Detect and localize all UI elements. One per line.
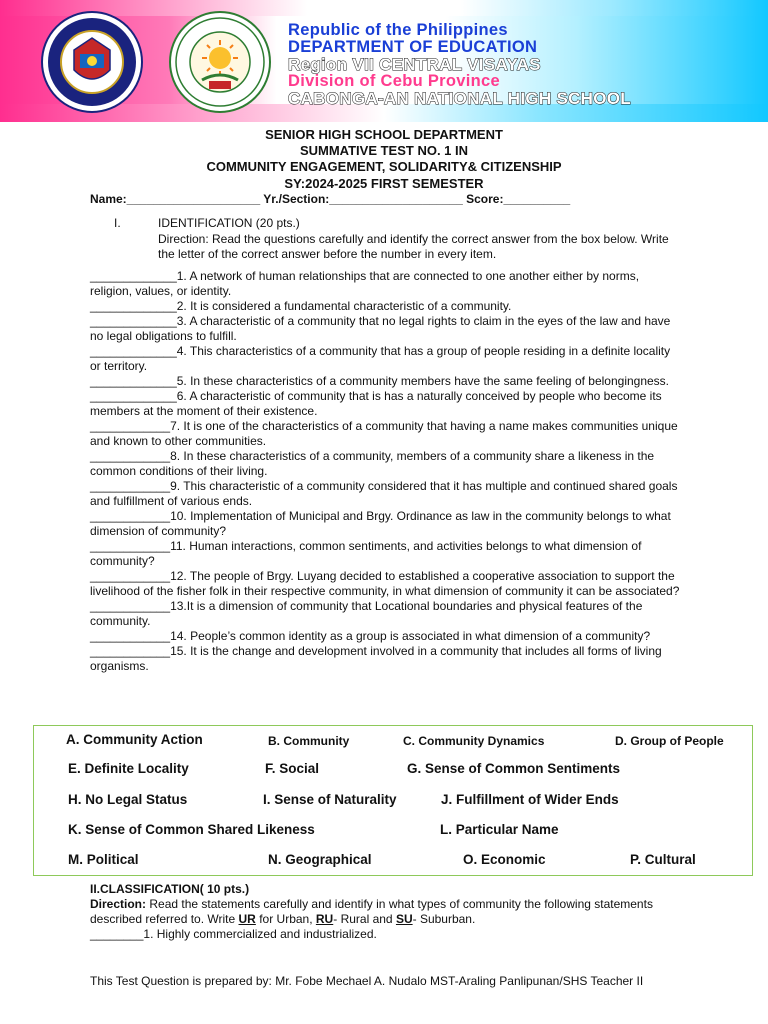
banner-school-name: CABONGA-AN NATIONAL HIGH SCHOOL	[288, 89, 631, 108]
direction-text-2: for Urban,	[255, 912, 316, 926]
choice-d: D. Group of People	[615, 734, 724, 748]
prepared-by-footer: This Test Question is prepared by: Mr. Fobe Mechael A. Nudalo MST-Araling Panlipunan/SHS Teacher II	[90, 974, 644, 988]
direction-text-3: - Rural and	[333, 912, 396, 926]
choice-h: H. No Legal Status	[68, 792, 188, 807]
question-item: _____________1. A network of human relationships that are connected to one another either by norms, religion, values, or identity.	[90, 269, 640, 298]
banner-text-block	[288, 22, 631, 107]
title-test: SUMMATIVE TEST NO. 1 IN	[299, 143, 469, 159]
school-seal-logo	[158, 10, 282, 114]
choice-k: K. Sense of Common Shared Likeness	[68, 822, 315, 837]
question-item: _____________2. It is considered a fundamental characteristic of a community.	[90, 299, 512, 313]
name-section-score-row: Name:____________________ Yr./Section:____________________ Score:__________	[90, 192, 571, 206]
title-subject: COMMUNITY ENGAGEMENT, SOLIDARITY& CITIZENSHIP	[206, 159, 562, 175]
section-1-number: I.	[114, 216, 121, 230]
title-department: SENIOR HIGH SCHOOL DEPARTMENT	[265, 127, 503, 142]
code-suburban: SU	[395, 912, 413, 926]
header-banner	[0, 0, 768, 122]
section-2-direction	[90, 897, 690, 927]
choice-g: G. Sense of Common Sentiments	[407, 761, 621, 776]
deped-seal-logo	[30, 10, 154, 114]
classification-item: ________1. Highly commercialized and industrialized.	[90, 927, 377, 941]
choice-m: M. Political	[68, 852, 139, 867]
direction-text-4: - Suburban.	[412, 912, 476, 926]
direction-text-1: Read the statements carefully and identify in what types of community the following statements described referred to. Write	[90, 897, 653, 926]
question-item: ____________7. It is one of the characteristics of a community that having a name makes communities unique and known to other communities.	[90, 419, 678, 448]
question-item: _____________5. In these characteristics of a community members have the same feeling of belongingness.	[90, 374, 670, 388]
title-school-year: SY:2024-2025 FIRST SEMESTER	[284, 175, 484, 191]
section-2-heading: II.CLASSIFICATION( 10 pts.)	[90, 882, 250, 896]
identification-items	[90, 269, 680, 674]
document-titles	[0, 127, 768, 192]
banner-region: Region VII CENTRAL VISAYAS	[288, 55, 541, 74]
choice-a: A. Community Action	[66, 732, 203, 747]
code-urban: UR	[238, 912, 256, 926]
question-item: ____________10. Implementation of Municipal and Brgy. Ordinance as law in the community belongs to what dimension of community?	[90, 509, 671, 538]
choice-j: J. Fulfillment of Wider Ends	[441, 792, 619, 807]
question-item: ____________15. It is the change and development involved in a community that includes all forms of living organisms.	[90, 644, 662, 673]
choice-n: N. Geographical	[268, 852, 372, 867]
choice-c: C. Community Dynamics	[403, 734, 545, 748]
choice-f: F. Social	[265, 761, 320, 776]
banner-department: DEPARTMENT OF EDUCATION	[288, 38, 538, 56]
question-item: ____________12. The people of Brgy. Luyang decided to established a cooperative association to support the livelihood of the fisher folk in their respective community, in what dimension of community it can be associated?	[90, 569, 680, 598]
banner-republic: Republic of the Philippines	[288, 21, 508, 39]
code-rural: RU	[315, 912, 334, 926]
question-item: ____________14. People’s common identity as a group is associated in what dimension of a community?	[90, 629, 651, 643]
answer-choices-box	[33, 725, 753, 876]
banner-division: Division of Cebu Province	[288, 72, 500, 90]
choice-e: E. Definite Locality	[68, 761, 189, 776]
question-item: _____________4. This characteristics of a community that has a group of people residing in a definite locality or territory.	[90, 344, 671, 373]
section-2-direction-label: Direction:	[90, 897, 147, 911]
choice-b: B. Community	[268, 734, 350, 748]
question-item: ____________11. Human interactions, common sentiments, and activities belongs to what dimension of community?	[90, 539, 642, 568]
question-item: ____________13.It is a dimension of community that Locational boundaries and physical features of the community.	[90, 599, 643, 628]
choice-o: O. Economic	[463, 852, 546, 867]
question-item: ____________8. In these characteristics of a community, members of a community share a likeness in the common conditions of their living.	[90, 449, 655, 478]
section-1-direction: Direction: Read the questions carefully and identify the correct answer from the box below. Write the letter of the correct answer before the number in every item.	[158, 232, 669, 261]
question-item: _____________3. A characteristic of a community that no legal rights to claim in the eyes of the law and have no legal obligations to fulfill.	[90, 314, 671, 343]
section-2	[90, 882, 690, 942]
choice-p: P. Cultural	[630, 852, 696, 867]
question-item: _____________6. A characteristic of community that is has a naturally conceived by people who become its members at the moment of their existence.	[90, 389, 662, 418]
choice-i: I. Sense of Naturality	[263, 792, 397, 807]
choice-l: L. Particular Name	[440, 822, 559, 837]
question-item: ____________9. This characteristic of a community considered that it has multiple and continued shared goals and fulfillment of various ends.	[90, 479, 678, 508]
section-1-title: IDENTIFICATION (20 pts.)	[158, 216, 300, 230]
